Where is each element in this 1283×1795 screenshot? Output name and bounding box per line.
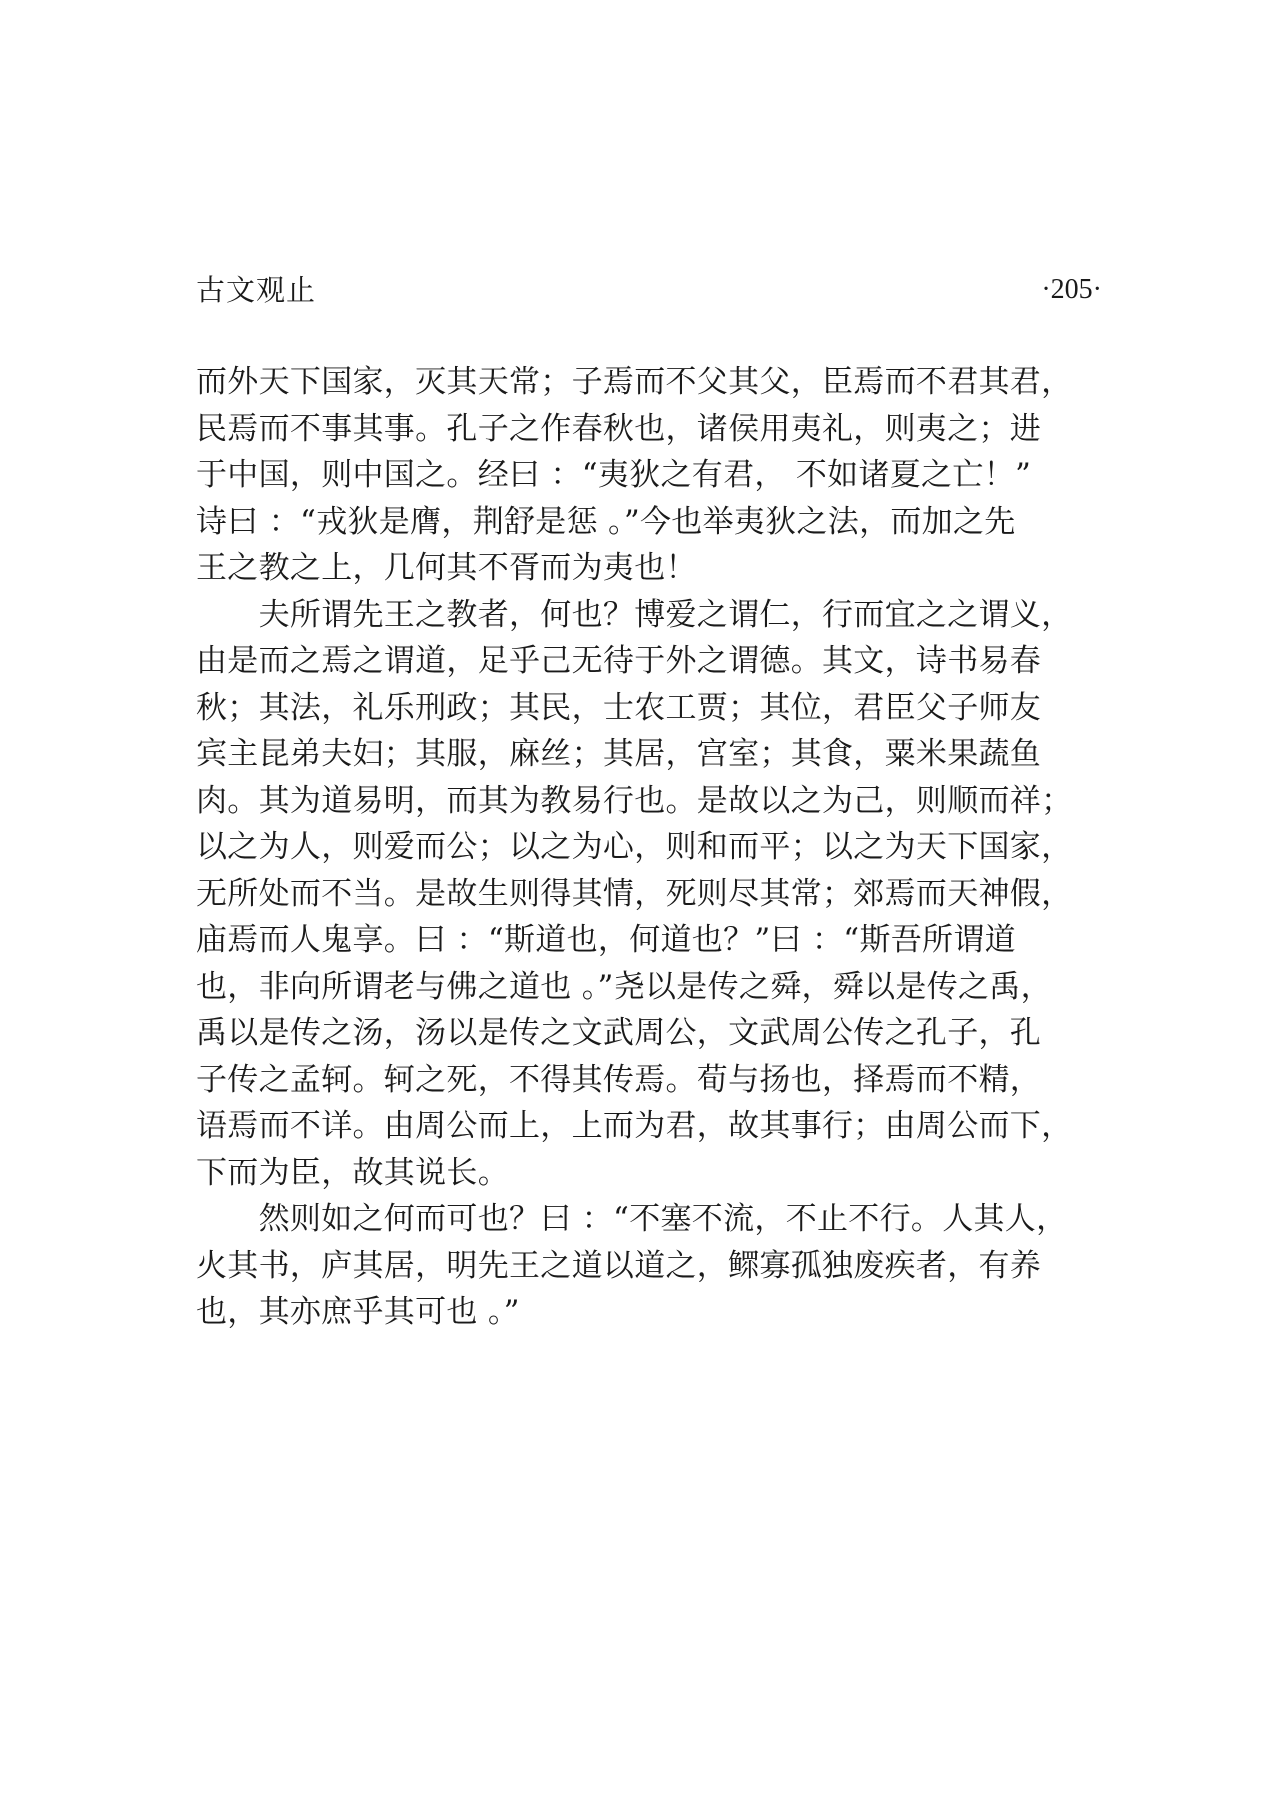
text-line: 无所处而不当。是故生则得其情，死则尽其常；郊焉而天神假， bbox=[196, 875, 1073, 912]
text-line: 而外天下国家，灭其天常；子焉而不父其父，臣焉而不君其君， bbox=[196, 364, 1073, 400]
text-line: 诗曰 ：“戎狄是膺，荆舒是惩 。”今也举夷狄之法，而加之先 bbox=[196, 503, 1016, 540]
text-line: 由是而之焉之谓道，足乎己无待于外之谓德。其文，诗书易春 bbox=[196, 643, 1042, 679]
running-head-title: 古文观止 bbox=[196, 273, 317, 307]
text-line: 以之为人，则爱而公；以之为心，则和而平；以之为天下国家， bbox=[196, 829, 1073, 865]
text-line: 禹以是传之汤，汤以是传之文武周公，文武周公传之孔子，孔 bbox=[196, 1015, 1042, 1051]
text-line: 于中国，则中国之。经曰 ：“夷狄之有君， 不如诸夏之亡！” bbox=[196, 457, 1032, 493]
text-line: 肉。其为道易明，而其为教易行也。是故以之为己，则顺而祥； bbox=[196, 782, 1073, 819]
text-line: 子传之孟轲。轲之死，不得其传焉。荀与扬也，择焉而不精， bbox=[196, 1061, 1042, 1098]
body-text bbox=[196, 359, 1116, 1336]
text-line: 语焉而不详。由周公而上，上而为君，故其事行；由周公而下， bbox=[196, 1108, 1073, 1144]
text-line: 也，其亦庶乎其可也 。” bbox=[196, 1294, 520, 1330]
text-line: 秋；其法，礼乐刑政；其民，士农工贾；其位，君臣父子师友 bbox=[196, 689, 1042, 726]
text-line: 民焉而不事其事。孔子之作春秋也，诸侯用夷礼，则夷之；进 bbox=[196, 410, 1042, 447]
text-line: 火其书，庐其居，明先王之道以道之，鳏寡孤独废疾者，有养 bbox=[196, 1247, 1042, 1284]
page-number: ·205· bbox=[1041, 274, 1102, 305]
text-line: 宾主昆弟夫妇；其服，麻丝；其居，宫室；其食，粟米果蔬鱼 bbox=[196, 736, 1042, 772]
text-line: 王之教之上，几何其不胥而为夷也！ bbox=[196, 550, 697, 586]
text-line: 下而为臣，故其说长。 bbox=[196, 1154, 509, 1191]
text-line: 庙焉而人鬼享。曰 ：“斯道也，何道也？”曰 ：“斯吾所谓道 bbox=[196, 922, 1016, 958]
text-line: 夫所谓先王之教者，何也？博爱之谓仁，行而宜之之谓义， bbox=[196, 596, 1073, 633]
text-line: 然则如之何而可也？曰 ：“不塞不流，不止不行。人其人， bbox=[196, 1201, 1068, 1237]
text-line: 也，非向所谓老与佛之道也 。”尧以是传之舜，舜以是传之禹， bbox=[196, 968, 1052, 1005]
page-header bbox=[196, 270, 1102, 310]
